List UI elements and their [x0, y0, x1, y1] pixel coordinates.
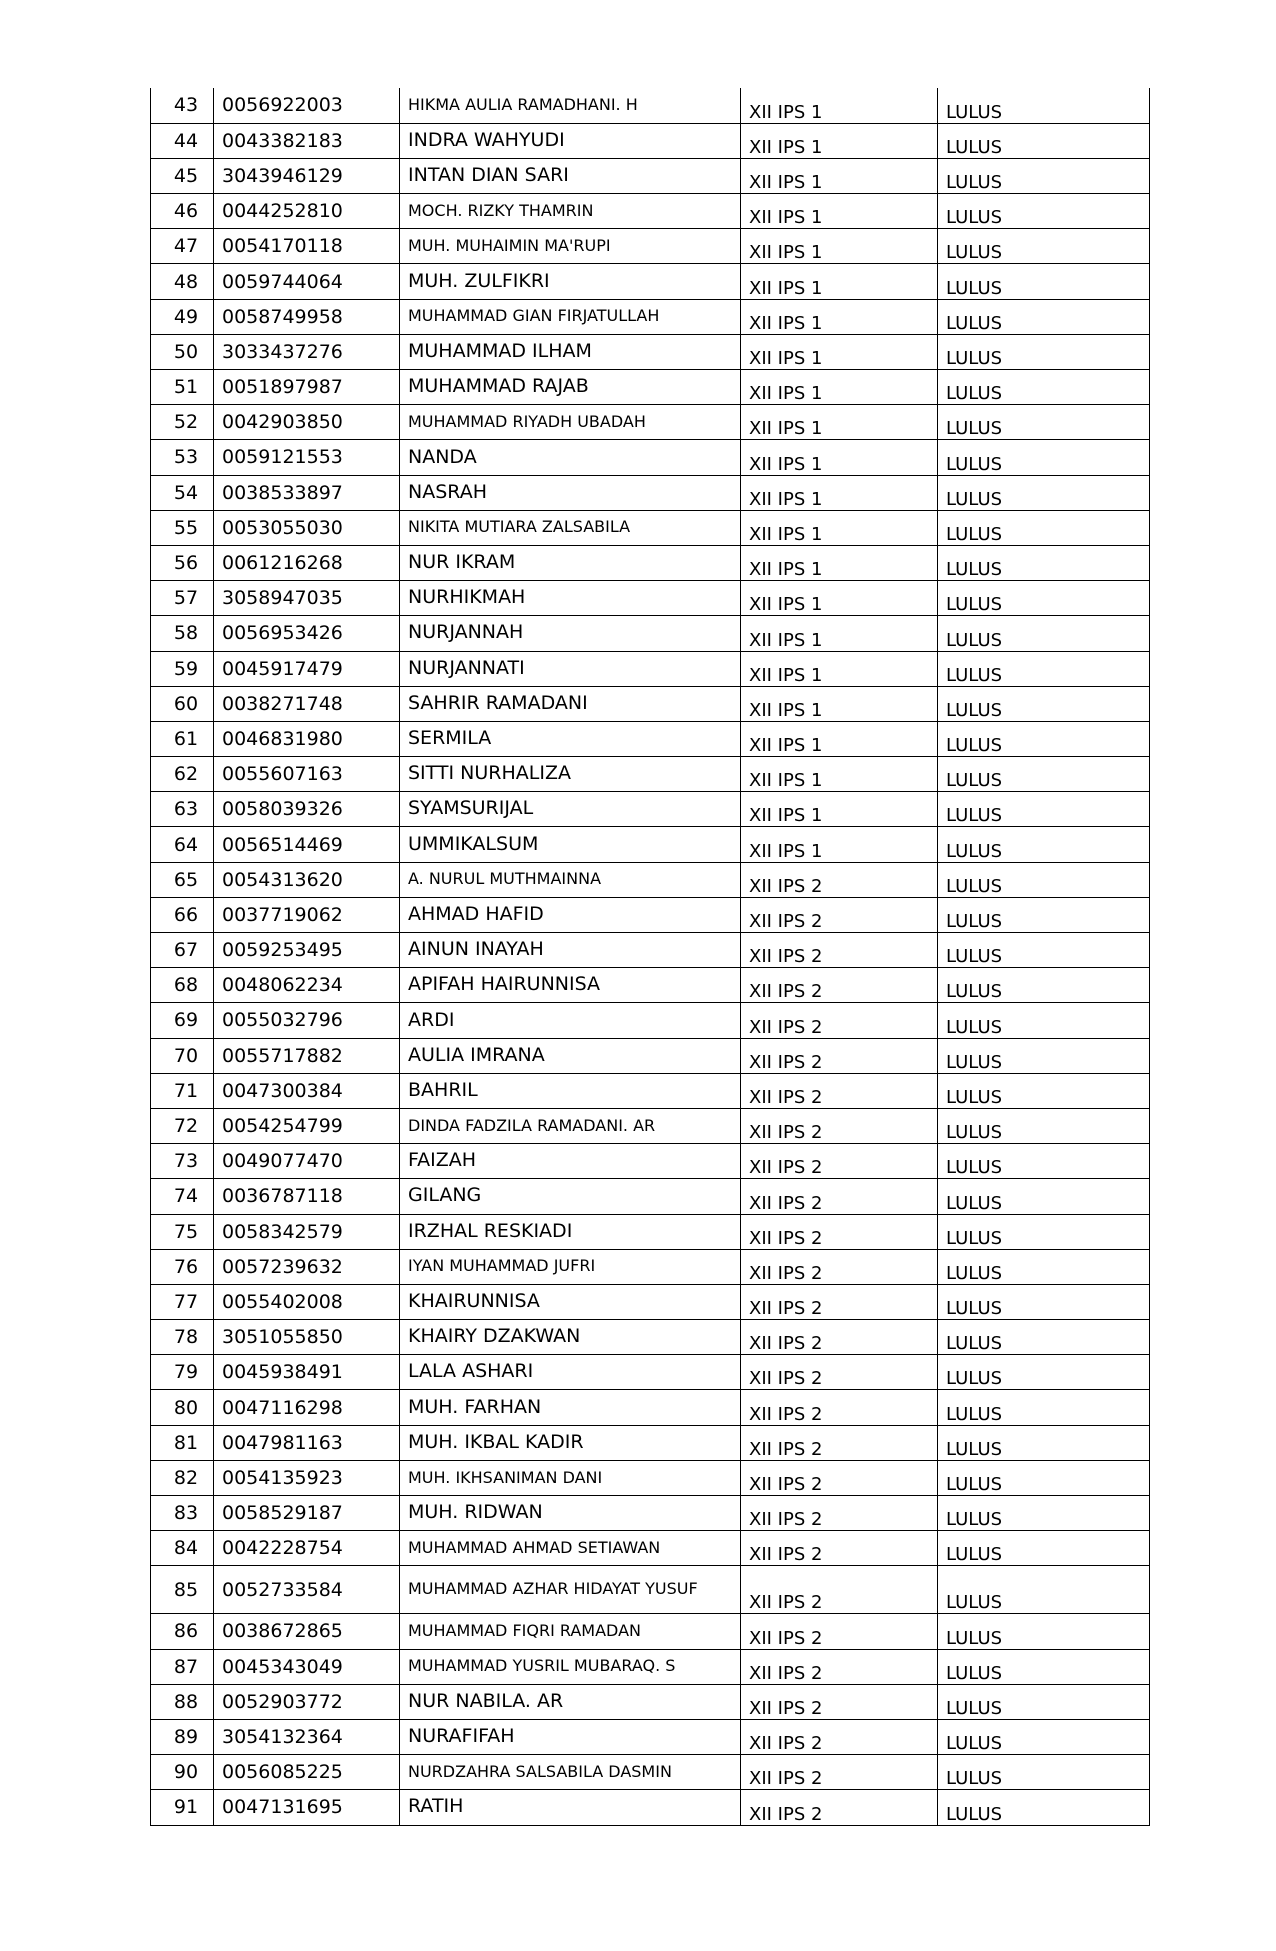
- graduation-status: LULUS: [938, 1496, 1150, 1531]
- row-number: 78: [151, 1320, 214, 1355]
- row-number: 46: [151, 194, 214, 229]
- class-name: XII IPS 2: [741, 1425, 938, 1460]
- class-name: XII IPS 2: [741, 1496, 938, 1531]
- graduation-status: LULUS: [938, 1684, 1150, 1719]
- student-id: 0042903850: [214, 405, 400, 440]
- student-name: LALA ASHARI: [400, 1355, 741, 1390]
- graduation-status: LULUS: [938, 1214, 1150, 1249]
- student-name: MUH. ZULFIKRI: [400, 264, 741, 299]
- student-id: 0052903772: [214, 1684, 400, 1719]
- class-name: XII IPS 2: [741, 1719, 938, 1754]
- graduation-status: LULUS: [938, 581, 1150, 616]
- graduation-status: LULUS: [938, 1566, 1150, 1614]
- graduation-status: LULUS: [938, 1355, 1150, 1390]
- graduation-status: LULUS: [938, 1144, 1150, 1179]
- graduation-status: LULUS: [938, 334, 1150, 369]
- class-name: XII IPS 2: [741, 1390, 938, 1425]
- table-row: [151, 1614, 1150, 1649]
- row-number: 49: [151, 299, 214, 334]
- table-row: [151, 757, 1150, 792]
- student-name: SERMILA: [400, 721, 741, 756]
- student-id: 0056953426: [214, 616, 400, 651]
- table-row: [151, 686, 1150, 721]
- student-id: 3043946129: [214, 158, 400, 193]
- student-id: 0056514469: [214, 827, 400, 862]
- table-row: [151, 1566, 1150, 1614]
- student-name: MUHAMMAD AZHAR HIDAYAT YUSUF: [400, 1566, 741, 1614]
- class-name: XII IPS 2: [741, 862, 938, 897]
- student-name: ARDI: [400, 1003, 741, 1038]
- student-name: SAHRIR RAMADANI: [400, 686, 741, 721]
- student-id: 0058749958: [214, 299, 400, 334]
- row-number: 51: [151, 370, 214, 405]
- student-name: MUHAMMAD YUSRIL MUBARAQ. S: [400, 1649, 741, 1684]
- class-name: XII IPS 2: [741, 1649, 938, 1684]
- student-name: KHAIRY DZAKWAN: [400, 1320, 741, 1355]
- class-name: XII IPS 2: [741, 897, 938, 932]
- student-name: IRZHAL RESKIADI: [400, 1214, 741, 1249]
- class-name: XII IPS 1: [741, 510, 938, 545]
- table-row: [151, 1038, 1150, 1073]
- class-name: XII IPS 2: [741, 1003, 938, 1038]
- graduation-table: [150, 88, 1150, 1826]
- student-id: 0059253495: [214, 933, 400, 968]
- class-name: XII IPS 1: [741, 370, 938, 405]
- student-id: 0036787118: [214, 1179, 400, 1214]
- row-number: 90: [151, 1755, 214, 1790]
- class-name: XII IPS 2: [741, 1108, 938, 1143]
- student-id: 0045938491: [214, 1355, 400, 1390]
- student-name: IYAN MUHAMMAD JUFRI: [400, 1249, 741, 1284]
- row-number: 55: [151, 510, 214, 545]
- class-name: XII IPS 2: [741, 1755, 938, 1790]
- table-row: [151, 299, 1150, 334]
- student-id: 0047300384: [214, 1073, 400, 1108]
- student-id: 3051055850: [214, 1320, 400, 1355]
- row-number: 75: [151, 1214, 214, 1249]
- graduation-status: LULUS: [938, 1073, 1150, 1108]
- graduation-status: LULUS: [938, 827, 1150, 862]
- graduation-status: LULUS: [938, 1108, 1150, 1143]
- class-name: XII IPS 2: [741, 1460, 938, 1495]
- class-name: XII IPS 1: [741, 194, 938, 229]
- student-name: NUR NABILA. AR: [400, 1684, 741, 1719]
- table-row: [151, 1719, 1150, 1754]
- student-name: INDRA WAHYUDI: [400, 123, 741, 158]
- row-number: 86: [151, 1614, 214, 1649]
- class-name: XII IPS 2: [741, 1284, 938, 1319]
- row-number: 82: [151, 1460, 214, 1495]
- student-id: 0046831980: [214, 721, 400, 756]
- student-id: 0038672865: [214, 1614, 400, 1649]
- graduation-status: LULUS: [938, 1614, 1150, 1649]
- graduation-status: LULUS: [938, 123, 1150, 158]
- student-name: NURAFIFAH: [400, 1719, 741, 1754]
- row-number: 71: [151, 1073, 214, 1108]
- class-name: XII IPS 1: [741, 545, 938, 580]
- graduation-status: LULUS: [938, 1249, 1150, 1284]
- student-name: AHMAD HAFID: [400, 897, 741, 932]
- student-name: NIKITA MUTIARA ZALSABILA: [400, 510, 741, 545]
- class-name: XII IPS 2: [741, 1144, 938, 1179]
- row-number: 88: [151, 1684, 214, 1719]
- graduation-status: LULUS: [938, 933, 1150, 968]
- student-id: 0038533897: [214, 475, 400, 510]
- graduation-status: LULUS: [938, 88, 1150, 123]
- graduation-status: LULUS: [938, 651, 1150, 686]
- student-name: MUHAMMAD FIQRI RAMADAN: [400, 1614, 741, 1649]
- class-name: XII IPS 1: [741, 229, 938, 264]
- class-name: XII IPS 2: [741, 1531, 938, 1566]
- student-name: KHAIRUNNISA: [400, 1284, 741, 1319]
- row-number: 62: [151, 757, 214, 792]
- class-name: XII IPS 2: [741, 1320, 938, 1355]
- student-id: 0055717882: [214, 1038, 400, 1073]
- student-name: MUHAMMAD RAJAB: [400, 370, 741, 405]
- class-name: XII IPS 2: [741, 1790, 938, 1825]
- table-row: [151, 194, 1150, 229]
- row-number: 76: [151, 1249, 214, 1284]
- student-name: MUHAMMAD GIAN FIRJATULLAH: [400, 299, 741, 334]
- row-number: 74: [151, 1179, 214, 1214]
- student-id: 0048062234: [214, 968, 400, 1003]
- student-name: APIFAH HAIRUNNISA: [400, 968, 741, 1003]
- graduation-status: LULUS: [938, 1320, 1150, 1355]
- row-number: 56: [151, 545, 214, 580]
- graduation-status: LULUS: [938, 1755, 1150, 1790]
- graduation-status: LULUS: [938, 1003, 1150, 1038]
- table-row: [151, 721, 1150, 756]
- table-row: [151, 264, 1150, 299]
- row-number: 81: [151, 1425, 214, 1460]
- table-row: [151, 1320, 1150, 1355]
- class-name: XII IPS 1: [741, 757, 938, 792]
- class-name: XII IPS 2: [741, 1038, 938, 1073]
- class-name: XII IPS 1: [741, 827, 938, 862]
- row-number: 53: [151, 440, 214, 475]
- row-number: 89: [151, 1719, 214, 1754]
- student-id: 0056922003: [214, 88, 400, 123]
- table-row: [151, 1144, 1150, 1179]
- graduation-status: LULUS: [938, 1531, 1150, 1566]
- table-row: [151, 1755, 1150, 1790]
- student-name: HIKMA AULIA RAMADHANI. H: [400, 88, 741, 123]
- row-number: 64: [151, 827, 214, 862]
- student-id: 0045917479: [214, 651, 400, 686]
- class-name: XII IPS 1: [741, 299, 938, 334]
- table-row: [151, 229, 1150, 264]
- row-number: 69: [151, 1003, 214, 1038]
- graduation-status: LULUS: [938, 194, 1150, 229]
- row-number: 85: [151, 1566, 214, 1614]
- student-id: 0054170118: [214, 229, 400, 264]
- table-row: [151, 1179, 1150, 1214]
- table-row: [151, 1108, 1150, 1143]
- student-id: 0045343049: [214, 1649, 400, 1684]
- student-id: 0055032796: [214, 1003, 400, 1038]
- row-number: 79: [151, 1355, 214, 1390]
- class-name: XII IPS 2: [741, 1179, 938, 1214]
- row-number: 52: [151, 405, 214, 440]
- student-name: NURJANNATI: [400, 651, 741, 686]
- student-name: AINUN INAYAH: [400, 933, 741, 968]
- graduation-status: LULUS: [938, 1460, 1150, 1495]
- graduation-status: LULUS: [938, 405, 1150, 440]
- graduation-status: LULUS: [938, 1390, 1150, 1425]
- student-name: MUH. MUHAIMIN MA'RUPI: [400, 229, 741, 264]
- class-name: XII IPS 1: [741, 334, 938, 369]
- student-name: INTAN DIAN SARI: [400, 158, 741, 193]
- table-row: [151, 1390, 1150, 1425]
- row-number: 67: [151, 933, 214, 968]
- table-row: [151, 475, 1150, 510]
- table-row: [151, 1460, 1150, 1495]
- row-number: 60: [151, 686, 214, 721]
- student-id: 0058039326: [214, 792, 400, 827]
- class-name: XII IPS 2: [741, 1355, 938, 1390]
- student-id: 3033437276: [214, 334, 400, 369]
- class-name: XII IPS 1: [741, 792, 938, 827]
- student-id: 0047116298: [214, 1390, 400, 1425]
- table-row: [151, 510, 1150, 545]
- student-id: 0043382183: [214, 123, 400, 158]
- graduation-status: LULUS: [938, 1179, 1150, 1214]
- student-id: 0055607163: [214, 757, 400, 792]
- graduation-status: LULUS: [938, 1425, 1150, 1460]
- table-row: [151, 1073, 1150, 1108]
- table-row: [151, 933, 1150, 968]
- student-name: UMMIKALSUM: [400, 827, 741, 862]
- student-name: NASRAH: [400, 475, 741, 510]
- table-row: [151, 1684, 1150, 1719]
- row-number: 83: [151, 1496, 214, 1531]
- row-number: 77: [151, 1284, 214, 1319]
- row-number: 66: [151, 897, 214, 932]
- graduation-status: LULUS: [938, 1790, 1150, 1825]
- table-row: [151, 1531, 1150, 1566]
- student-name: DINDA FADZILA RAMADANI. AR: [400, 1108, 741, 1143]
- table-row: [151, 827, 1150, 862]
- graduation-status: LULUS: [938, 299, 1150, 334]
- student-name: GILANG: [400, 1179, 741, 1214]
- graduation-status: LULUS: [938, 545, 1150, 580]
- row-number: 48: [151, 264, 214, 299]
- row-number: 47: [151, 229, 214, 264]
- class-name: XII IPS 1: [741, 651, 938, 686]
- table-row: [151, 334, 1150, 369]
- table-row: [151, 616, 1150, 651]
- student-name: FAIZAH: [400, 1144, 741, 1179]
- student-name: RATIH: [400, 1790, 741, 1825]
- table-row: [151, 1496, 1150, 1531]
- graduation-status: LULUS: [938, 792, 1150, 827]
- table-row: [151, 1249, 1150, 1284]
- row-number: 50: [151, 334, 214, 369]
- row-number: 59: [151, 651, 214, 686]
- class-name: XII IPS 1: [741, 581, 938, 616]
- class-name: XII IPS 2: [741, 933, 938, 968]
- class-name: XII IPS 1: [741, 405, 938, 440]
- student-name: A. NURUL MUTHMAINNA: [400, 862, 741, 897]
- student-id: 3058947035: [214, 581, 400, 616]
- student-id: 0054313620: [214, 862, 400, 897]
- student-id: 0055402008: [214, 1284, 400, 1319]
- student-id: 0051897987: [214, 370, 400, 405]
- table-row: [151, 1355, 1150, 1390]
- student-id: 0037719062: [214, 897, 400, 932]
- student-name: MUH. IKBAL KADIR: [400, 1425, 741, 1460]
- student-name: SYAMSURIJAL: [400, 792, 741, 827]
- student-id: 0056085225: [214, 1755, 400, 1790]
- table-row: [151, 370, 1150, 405]
- class-name: XII IPS 1: [741, 475, 938, 510]
- graduation-status: LULUS: [938, 370, 1150, 405]
- table-row: [151, 545, 1150, 580]
- table-row: [151, 968, 1150, 1003]
- student-name: SITTI NURHALIZA: [400, 757, 741, 792]
- table-row: [151, 1214, 1150, 1249]
- student-name: BAHRIL: [400, 1073, 741, 1108]
- student-id: 0057239632: [214, 1249, 400, 1284]
- table-row: [151, 123, 1150, 158]
- class-name: XII IPS 2: [741, 968, 938, 1003]
- student-name: NURJANNAH: [400, 616, 741, 651]
- student-name: NANDA: [400, 440, 741, 475]
- class-name: XII IPS 1: [741, 158, 938, 193]
- graduation-status: LULUS: [938, 440, 1150, 475]
- graduation-status: LULUS: [938, 1719, 1150, 1754]
- table-row: [151, 651, 1150, 686]
- student-name: MUH. IKHSANIMAN DANI: [400, 1460, 741, 1495]
- row-number: 70: [151, 1038, 214, 1073]
- student-name: AULIA IMRANA: [400, 1038, 741, 1073]
- class-name: XII IPS 1: [741, 440, 938, 475]
- student-name: MUHAMMAD AHMAD SETIAWAN: [400, 1531, 741, 1566]
- class-name: XII IPS 1: [741, 616, 938, 651]
- student-id: 0052733584: [214, 1566, 400, 1614]
- student-id: 0049077470: [214, 1144, 400, 1179]
- table-row: [151, 581, 1150, 616]
- graduation-status: LULUS: [938, 510, 1150, 545]
- graduation-status: LULUS: [938, 616, 1150, 651]
- student-id: 0058529187: [214, 1496, 400, 1531]
- row-number: 73: [151, 1144, 214, 1179]
- student-name: MUH. FARHAN: [400, 1390, 741, 1425]
- student-name: MUH. RIDWAN: [400, 1496, 741, 1531]
- row-number: 84: [151, 1531, 214, 1566]
- table-row: [151, 1003, 1150, 1038]
- student-name: MOCH. RIZKY THAMRIN: [400, 194, 741, 229]
- table-row: [151, 1790, 1150, 1825]
- student-name: NUR IKRAM: [400, 545, 741, 580]
- class-name: XII IPS 2: [741, 1566, 938, 1614]
- graduation-status: LULUS: [938, 862, 1150, 897]
- graduation-status: LULUS: [938, 475, 1150, 510]
- graduation-status: LULUS: [938, 897, 1150, 932]
- student-name: MUHAMMAD RIYADH UBADAH: [400, 405, 741, 440]
- row-number: 87: [151, 1649, 214, 1684]
- row-number: 65: [151, 862, 214, 897]
- graduation-status: LULUS: [938, 686, 1150, 721]
- student-name: NURHIKMAH: [400, 581, 741, 616]
- student-id: 0061216268: [214, 545, 400, 580]
- student-id: 0054135923: [214, 1460, 400, 1495]
- student-id: 0059121553: [214, 440, 400, 475]
- class-name: XII IPS 1: [741, 264, 938, 299]
- row-number: 68: [151, 968, 214, 1003]
- class-name: XII IPS 1: [741, 123, 938, 158]
- graduation-status: LULUS: [938, 1649, 1150, 1684]
- row-number: 61: [151, 721, 214, 756]
- class-name: XII IPS 2: [741, 1684, 938, 1719]
- graduation-status: LULUS: [938, 968, 1150, 1003]
- student-id: 0047131695: [214, 1790, 400, 1825]
- table-row: [151, 1284, 1150, 1319]
- table-row: [151, 158, 1150, 193]
- row-number: 57: [151, 581, 214, 616]
- student-id: 0044252810: [214, 194, 400, 229]
- row-number: 58: [151, 616, 214, 651]
- graduation-status: LULUS: [938, 1284, 1150, 1319]
- graduation-status: LULUS: [938, 264, 1150, 299]
- student-id: 0047981163: [214, 1425, 400, 1460]
- class-name: XII IPS 1: [741, 721, 938, 756]
- student-id: 3054132364: [214, 1719, 400, 1754]
- graduation-status: LULUS: [938, 158, 1150, 193]
- student-name: MUHAMMAD ILHAM: [400, 334, 741, 369]
- row-number: 72: [151, 1108, 214, 1143]
- class-name: XII IPS 2: [741, 1214, 938, 1249]
- table-row: [151, 1425, 1150, 1460]
- row-number: 45: [151, 158, 214, 193]
- table-row: [151, 862, 1150, 897]
- graduation-status: LULUS: [938, 757, 1150, 792]
- graduation-status: LULUS: [938, 229, 1150, 264]
- student-id: 0054254799: [214, 1108, 400, 1143]
- table-row: [151, 440, 1150, 475]
- graduation-status: LULUS: [938, 1038, 1150, 1073]
- student-name: NURDZAHRA SALSABILA DASMIN: [400, 1755, 741, 1790]
- student-id: 0042228754: [214, 1531, 400, 1566]
- student-id: 0053055030: [214, 510, 400, 545]
- student-id: 0058342579: [214, 1214, 400, 1249]
- class-name: XII IPS 2: [741, 1073, 938, 1108]
- row-number: 44: [151, 123, 214, 158]
- graduation-status: LULUS: [938, 721, 1150, 756]
- row-number: 80: [151, 1390, 214, 1425]
- class-name: XII IPS 2: [741, 1614, 938, 1649]
- table-row: [151, 792, 1150, 827]
- row-number: 43: [151, 88, 214, 123]
- table-row: [151, 405, 1150, 440]
- table-body: [151, 88, 1150, 1825]
- row-number: 54: [151, 475, 214, 510]
- class-name: XII IPS 1: [741, 88, 938, 123]
- table-row: [151, 1649, 1150, 1684]
- row-number: 63: [151, 792, 214, 827]
- row-number: 91: [151, 1790, 214, 1825]
- table-row: [151, 897, 1150, 932]
- student-id: 0059744064: [214, 264, 400, 299]
- class-name: XII IPS 2: [741, 1249, 938, 1284]
- student-id: 0038271748: [214, 686, 400, 721]
- class-name: XII IPS 1: [741, 686, 938, 721]
- table-row: [151, 88, 1150, 123]
